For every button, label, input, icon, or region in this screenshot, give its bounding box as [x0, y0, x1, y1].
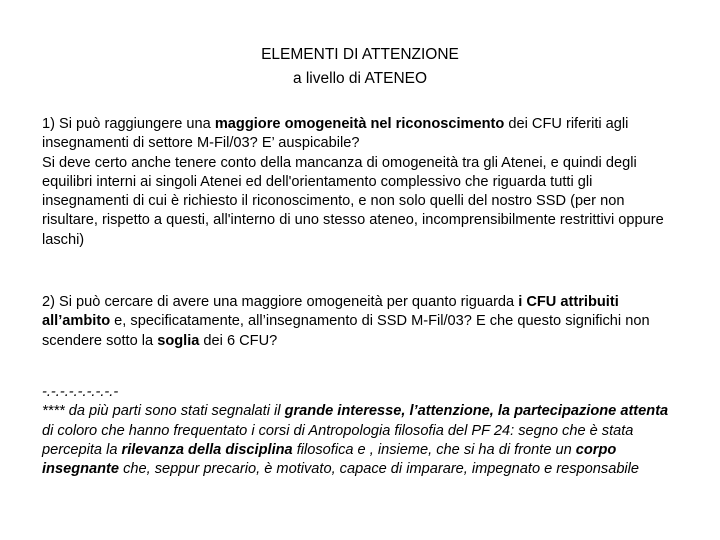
point-2-bold-b: soglia: [157, 332, 200, 349]
point-1-explanation: Si deve certo anche tenere conto della mancanza di omogeneità tra gli Atenei, e quindi degli equilibri interni ai singoli Atenei ed dell'orientamento complessivo che riguarda tutti gli insegnamenti di cui è richiesto il riconoscimento, e non solo quelli del nostro SSD (per non risultare, rispetto a questi, all'interno di uno stesso ateneo, incomprensibilmente restrittivi oppure laschi): [42, 154, 664, 248]
note-text-c: filosofica e , insieme, che si ha di fronte un: [292, 441, 576, 458]
note-text-b: di coloro che hanno frequentato i corsi di Antropologia filosofia del PF 24: segno che è stata percepita la: [42, 422, 634, 458]
point-1: [42, 115, 682, 250]
point-1-text-a: 1) Si può raggiungere una: [42, 116, 215, 132]
note-bold-b: rilevanza della disciplina: [121, 441, 293, 458]
point-2-text-a: 2) Si può cercare di avere una maggiore omogeneità per quanto riguarda: [42, 294, 519, 310]
point-1-text-b: dei CFU riferiti agli insegnamenti di settore M-Fil/03? E’ auspicabile?: [42, 116, 629, 152]
point-1-bold-a: maggiore omogeneità nel riconoscimento: [214, 116, 505, 132]
slide-title: [0, 43, 720, 91]
point-2-bold-a: i CFU attribuiti all’ambito: [42, 294, 619, 330]
point-2-question: [42, 293, 682, 351]
point-2: [42, 293, 682, 351]
title-line-2: a livello di ATENEO: [292, 70, 428, 87]
point-1-question: [42, 115, 682, 154]
note-bold-a: grande interesse, l’attenzione, la partecipazione attenta: [284, 403, 669, 420]
note-separator: -.-.-.-.-.-.-.-.-: [42, 384, 119, 400]
note-text-a: **** da più parti sono stati segnalati il: [42, 403, 285, 420]
point-2-text-c: dei 6 CFU?: [199, 332, 278, 349]
note-text: [42, 402, 682, 479]
note-bold-c: corpo insegnante: [42, 441, 617, 478]
note-text-d: che, seppur precario, è motivato, capace di imparare, impegnato e responsabile: [119, 461, 640, 478]
point-2-text-b: e, specificatamente, all’insegnamento di SSD M-Fil/03? E che questo significhi non scendere sotto la: [42, 313, 650, 349]
note: [42, 383, 682, 479]
title-line-1: ELEMENTI DI ATTENZIONE: [261, 46, 459, 63]
